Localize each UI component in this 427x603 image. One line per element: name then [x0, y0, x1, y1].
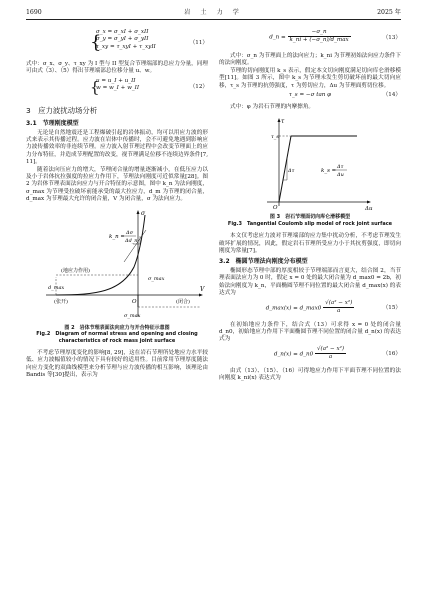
para-11: 由式（13）、（15）、（16）可得地应力作用下平面节理不同位置的法向刚度 k_ni(x) 表达式为 [219, 367, 401, 382]
fig3-label-o: O [273, 205, 278, 212]
eq15-numerator: √(a² − x²) [323, 300, 354, 308]
para-6: 节理的切向刚度用 k_s 表示，假定本文切向刚度满足切向库仑滑移模型[11]。如图 3 所示，图中 k_s 为节理未发生剪切破坏前的最大切向应移，τ_s 为节理的抗剪强度，τ 为剪切应力，Δu 为节理面剪切位移。 [219, 67, 401, 89]
eq15-lhs: d_max(x) = d_max0 [265, 304, 322, 311]
para-4: 不考虑节理厚度变化的影响[8, 29]，这在岩石节理所处地应力水平较低、应力波幅值较小的情况下具有较好的适用性。目前常用节理厚度随法向应力变化的双曲线模型来分析节理与应力波传播的相互影响，该理论由 Bandis 等[30]提出，表示为 [26, 349, 208, 379]
eq15-fraction [323, 300, 354, 316]
figure-2 [26, 207, 208, 325]
eq11-line-3: τ_xy = τ_xyI + τ_xyII [96, 43, 156, 50]
brace: { [90, 32, 102, 53]
fig3-label-dtau-small: Δτ [288, 168, 295, 175]
eq14-number: （14） [382, 92, 401, 99]
eq13-numerator: −σ_n [288, 29, 351, 37]
fig3-label-taus: τ_s [271, 134, 279, 141]
para-9: 椭圆形态节理中部的厚度相较于节理端部而言更大，结合图 2，当节理表面法应力为 0 时，假定 x = 0 处的最大闭合量为 d_max0 = 2b，初始法向刚度为 k_n，平面椭圆节理不同位置的最大闭合量 d_max(x) 的表达式为 [219, 267, 401, 297]
fig2-label-o: O [132, 298, 137, 305]
eq12-line-2: w = w_I + w_II [96, 85, 140, 92]
equation-16 [219, 346, 401, 366]
equation-14 [219, 92, 401, 102]
equation-15 [219, 300, 401, 320]
fig3-label-du-axis: Δu [365, 206, 373, 213]
fig3-label-du-frac: Δu [337, 172, 344, 179]
year: 2025 年 [377, 9, 401, 16]
page-number: 1690 [26, 9, 42, 16]
eq13-number: （13） [382, 35, 401, 41]
section-3-1-title: 3.1 节理刚度模型 [26, 120, 79, 128]
eq16-fraction [315, 346, 346, 362]
fig3-label-dtau: Δτ [337, 164, 344, 171]
eq16-lhs: d_n(x) = d_n0 [273, 351, 314, 358]
eq16-denominator: a [328, 354, 333, 361]
fig2-caption-cn: 图 2 岩体节理表面法向应力与开合特征示意图 [64, 324, 170, 331]
equation-11 [26, 29, 208, 59]
fig2-label-sigma: σ [141, 209, 146, 217]
fig2-caption-en-2: characteristics of rock mass joint surface [58, 337, 176, 344]
fig3-label-tau: τ [281, 118, 285, 126]
fig2-label-dmax: d_max [48, 284, 65, 291]
fig2-label-dsigma: Δσ [126, 229, 134, 236]
eq11-line-1: σ_x = σ_xI + σ_xII [96, 29, 149, 35]
fig2-label-tension: (张开) [54, 298, 68, 305]
fig2-label-kn: k_n = [109, 233, 125, 240]
eq12-number: （12） [189, 83, 208, 90]
running-header [26, 9, 401, 20]
para-5: 式中：σ_n 为节理面上的法向应力；k_ni 为节理初始法向应力条件下的法向刚度。 [219, 53, 401, 67]
eq12-line-1: u = u_I + u_II [96, 77, 136, 84]
right-column [219, 27, 401, 383]
para-1: 式中：σ_x、σ_y、τ_xy 为 I 型与 II 型复合节理端部的总应力分量，同理可由式（3）、（5）得出节理端部总位移分量 u、w。 [26, 61, 208, 75]
para-8: 本文仅考虑应力波对节理端部的应力集中扰动分析，不考虑节理发生破坏扩展的情况，因此，假定岩石节理所受应力小于其抗剪强度，即切向刚度为常量[7]。 [219, 233, 401, 255]
fig3-label-ks: k_s = [321, 168, 337, 175]
para-7: 式中：φ 为岩石节理的内摩擦角。 [230, 104, 315, 111]
section-3-2-title: 3.2 椭圆节理法向刚度分布模型 [219, 258, 308, 266]
eq13-lhs: d_n = [269, 34, 286, 41]
fig2-label-sigmax-top: σ_max [148, 275, 165, 282]
fig2-label-close: (闭合) [176, 298, 190, 305]
section-3-title: 3 应力波扰动场分析 [26, 105, 98, 115]
brace: { [90, 77, 100, 96]
eq15-number: （15） [382, 304, 401, 311]
para-10: 在初始地应力条件下，结合式（13）可求得 x = 0 处的闭合量 d_n0，初始地应力作用下平面椭圆节理不同位置的闭合量 d_n(x) 的表达式为 [219, 321, 401, 343]
eq16-numerator: √(a² − x²) [315, 346, 346, 354]
eq14-body: τ_s = −σ tan φ [288, 92, 332, 99]
eq11-line-2: σ_y = σ_yI + σ_yII [96, 36, 149, 43]
fig2-label-ddn: Δd_n [125, 237, 138, 244]
fig2-label-open: (地应力作用) [61, 267, 90, 274]
para-2: 无论是自然地震还是工程爆破引起的岩体振动，均可以用应力波的形式来表示其传播过程。应力波在岩体中传播时，会不可避免地遇到影响应力波传播效率的非连续节理。应力波入射节理过程中会改变节理面上的应力分布特征，并造成节理配置的改变，视节理满足位移不连续边界条件[7, 11]。 [26, 129, 208, 166]
fig3-caption-cn: 图 3 岩石节理面切向库仑滑移模型 [269, 214, 351, 221]
figure-3 [219, 114, 401, 214]
para-3: 随着法向压应力的增大，节理闭合量的增量逐渐减小，在低压应力以及小于岩体抗拉强度的拉应力作用下，节理法向刚度可近似常量[28]。图 2 为岩体节理表面法向应力与开合特征的示意图，图中 k_n 为法向刚度，σ_max 为节理受拉破坏前能承受的最大拉应力，d_m 为节理的闭合量，d_max 为节理最大允许的闭合量，V 为闭合量，σ 为法向应力。 [26, 166, 208, 203]
journal-title: 岩 土 力 学 [184, 9, 243, 16]
eq11-number: （11） [189, 40, 208, 46]
fig3-caption-en: Fig.3 Tangential Coulomb slip model of rock joint surface [227, 220, 393, 227]
eq15-denominator: a [337, 307, 341, 314]
fig2-caption-en-1: Fig.2 Diagram of normal stress and opening and closing [36, 331, 198, 338]
eq16-number: （16） [382, 350, 401, 357]
left-column [26, 27, 208, 380]
fig2-label-sigmax-bot: σ_max [124, 312, 141, 319]
eq13-denominator: k_ni + (−σ_n)/d_max [289, 37, 349, 44]
equation-12 [26, 78, 208, 98]
equation-13 [219, 29, 401, 51]
fig2-label-v: V [200, 285, 205, 293]
eq13-fraction [288, 29, 351, 45]
